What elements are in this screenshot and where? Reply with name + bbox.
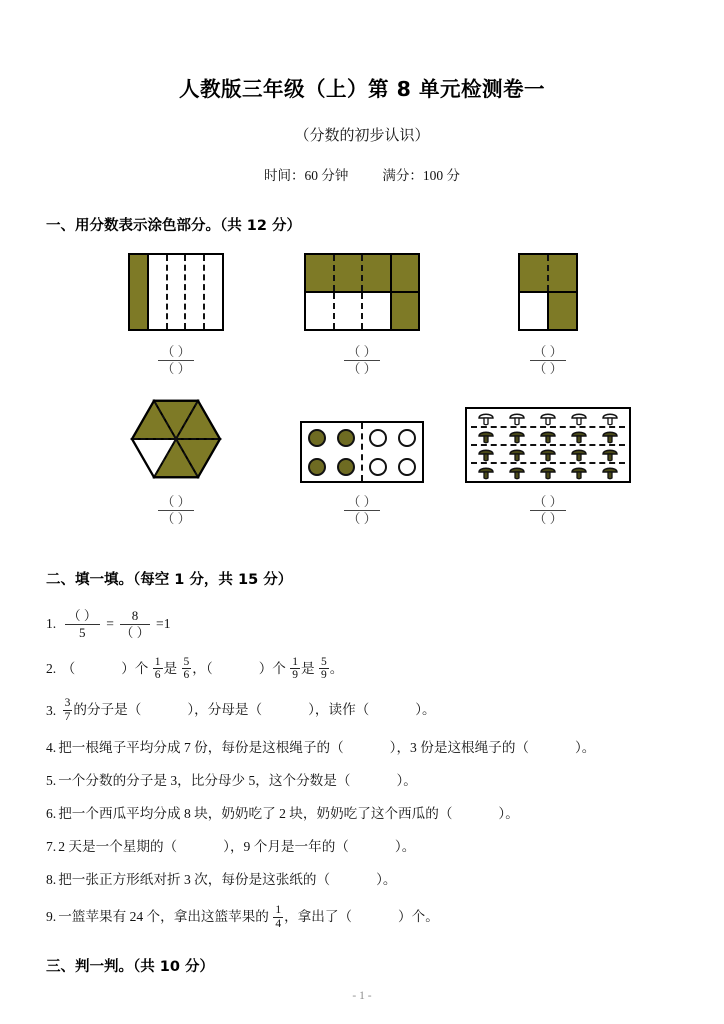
time-label: 时间：60 分钟: [264, 168, 349, 183]
fraction-one-ninth: [290, 656, 300, 682]
answer-denominator[interactable]: （ ）: [161, 360, 191, 376]
q3-text-3: ），读作（: [308, 702, 370, 718]
q3-text-4: ）。: [415, 702, 436, 718]
mushroom-icon-filled: [507, 429, 527, 444]
grid4-cell-2: [549, 255, 576, 291]
circle-filled: [308, 458, 326, 476]
numerator: 5: [321, 655, 327, 668]
answer-denominator[interactable]: （ ）: [347, 360, 377, 376]
mushroom-icon-filled: [600, 465, 620, 480]
mushroom-row-3: [471, 446, 625, 464]
answer-denominator[interactable]: （ ）: [533, 360, 563, 376]
q9-text-2: ，拿出了（: [284, 909, 353, 925]
denominator: 9: [321, 669, 327, 682]
question-9: [46, 905, 690, 931]
figure-cell-hexagon: [83, 395, 269, 525]
grid4-row-bottom: [520, 293, 576, 329]
denominator: 7: [64, 710, 71, 723]
figure-mushrooms-box: [465, 395, 631, 483]
score-label: 满分：100 分: [382, 168, 460, 183]
numerator: 1: [275, 904, 282, 917]
denominator: 4: [275, 917, 282, 930]
mushroom-icon-filled: [569, 429, 589, 444]
fraction-denominator-blank[interactable]: （ ）: [120, 625, 150, 641]
figure-cell-grid8: [269, 253, 455, 375]
section-1-heading: 一、用分数表示涂色部分。（共 12 分）: [46, 218, 302, 234]
figure-cell-mushrooms: [455, 395, 641, 525]
strip-part-4: [186, 255, 205, 329]
mushroom-icon-filled: [476, 429, 496, 444]
q4-text-2: ），3 份是这根绳子的（: [389, 740, 530, 756]
q2-text-4: ，（: [192, 660, 213, 676]
fraction-one-quarter: [273, 904, 283, 930]
figure-row-2: [0, 395, 724, 525]
equals-sign-1: =: [106, 615, 114, 631]
circles-group-icon: [300, 421, 424, 483]
mushroom-icon-filled: [600, 447, 620, 462]
q3-text-1: 的分子是（: [73, 702, 142, 718]
hexagon-six-triangles-icon: [128, 395, 224, 483]
question-number: 9.: [46, 909, 57, 925]
strip-part-3: [168, 255, 187, 329]
mushroom-icon-empty: [507, 411, 527, 426]
q2-text-1: （: [61, 660, 76, 676]
answer-numerator[interactable]: （ ）: [530, 495, 565, 511]
answer-numerator[interactable]: （ ）: [344, 495, 379, 511]
question-number: 5.: [46, 773, 57, 789]
figure-hexagon-box: [128, 395, 224, 483]
fraction-five-sixths: [182, 656, 192, 682]
q2-text-7: 。: [329, 660, 344, 676]
question-1: [46, 609, 690, 641]
fraction-three-sevenths: [63, 697, 73, 723]
square-four-cells-icon: [518, 253, 578, 331]
fraction-numerator-blank[interactable]: （ ）: [65, 609, 100, 626]
question-number: 8.: [46, 872, 57, 888]
circle-filled: [308, 429, 326, 447]
fraction-eight-over-blank[interactable]: [120, 609, 149, 641]
mushroom-icon-filled: [538, 465, 558, 480]
numerator: 3: [64, 697, 71, 710]
answer-denominator[interactable]: （ ）: [533, 510, 563, 526]
answer-fraction-4[interactable]: [158, 495, 193, 525]
figure-grid8-box: [304, 253, 420, 331]
mushroom-row-4: [471, 464, 625, 480]
figure-circles-box: [300, 395, 424, 483]
mushroom-icon-empty: [600, 411, 620, 426]
grid4-cell-1: [520, 255, 549, 291]
mushroom-icon-filled: [538, 447, 558, 462]
mushroom-icon-filled: [476, 465, 496, 480]
q2-text-2: ）个: [121, 660, 149, 676]
mushroom-row-1: [471, 410, 625, 428]
answer-numerator[interactable]: （ ）: [158, 345, 193, 361]
section-3-heading: 三、判一判。（共 10 分）: [46, 959, 215, 976]
answer-numerator[interactable]: （ ）: [530, 345, 565, 361]
question-5: [46, 773, 690, 790]
denominator: 9: [292, 669, 299, 682]
mushroom-icon-filled: [600, 429, 620, 444]
answer-fraction-6[interactable]: [530, 495, 565, 525]
grid8-cell-7: [363, 293, 392, 329]
grid8-cell-4: [392, 255, 419, 291]
q4-text-3: ）。: [575, 740, 596, 756]
grid4-row-top: [520, 255, 576, 293]
rectangle-eight-cells-icon: [304, 253, 420, 331]
question-1-result: 1: [163, 615, 171, 631]
grid8-cell-1: [306, 255, 335, 291]
strip-part-2: [149, 255, 168, 329]
grid8-cell-5: [306, 293, 335, 329]
figure-cell-grid4: [455, 253, 641, 375]
q6-text-1: 把一个西瓜平均分成 8 块，奶奶吃了 2 块，奶奶吃了这个西瓜的（: [58, 806, 453, 822]
fraction-five-ninths: [319, 656, 329, 682]
answer-denominator[interactable]: （ ）: [347, 510, 377, 526]
q5-text-1: 一个分数的分子是 3，比分母少 5，这个分数是（: [58, 773, 351, 789]
answer-fraction-1[interactable]: [158, 345, 193, 375]
grid8-cell-6: [335, 293, 364, 329]
mushroom-icon-filled: [569, 465, 589, 480]
q2-text-6: 是: [301, 660, 315, 676]
fraction-numerator: 8: [120, 609, 149, 626]
q7-text-1: 2 天是一个星期的（: [58, 839, 178, 855]
q6-text-2: ）。: [498, 806, 519, 822]
rectangle-five-strips-icon: [128, 253, 224, 331]
figure-row-1: [0, 253, 724, 375]
question-number: 4.: [46, 740, 57, 756]
question-number: 2.: [46, 660, 57, 676]
question-2: [46, 657, 690, 683]
circle-empty: [398, 458, 416, 476]
strip-part-1: [130, 255, 149, 329]
question-number: 7.: [46, 839, 57, 855]
q9-text-3: ）个。: [398, 909, 439, 925]
fraction-denominator: 5: [78, 625, 86, 641]
question-number: 3.: [46, 702, 57, 718]
denominator: 6: [154, 669, 161, 682]
mushroom-icon-empty: [476, 411, 496, 426]
grid8-cell-3: [363, 255, 392, 291]
page-title: 人教版三年级（上）第 8 单元检测卷一: [178, 77, 546, 101]
question-6: [46, 806, 690, 823]
grid4-cell-3: [520, 293, 549, 329]
q8-text-1: 把一张正方形纸对折 3 次，每份是这张纸的（: [58, 872, 331, 888]
q8-text-2: ）。: [376, 872, 397, 888]
numerator: 1: [154, 655, 161, 668]
mushrooms-group-icon: [465, 407, 631, 483]
exam-meta: [0, 145, 724, 184]
circle-empty: [398, 429, 416, 447]
q7-text-2: ），9 个月是一年的（: [223, 839, 349, 855]
circle-empty: [369, 458, 387, 476]
question-number: 6.: [46, 806, 57, 822]
mushroom-icon-empty: [538, 411, 558, 426]
grid8-cell-2: [335, 255, 364, 291]
mushroom-row-2: [471, 428, 625, 446]
answer-fraction-3[interactable]: [530, 345, 565, 375]
mushroom-icon-filled: [538, 429, 558, 444]
figure-grid4-box: [518, 253, 578, 331]
circle-empty: [369, 429, 387, 447]
mushroom-icon-filled: [507, 447, 527, 462]
answer-numerator[interactable]: （ ）: [344, 345, 379, 361]
q3-text-2: ），分母是（: [187, 702, 263, 718]
answer-fraction-5[interactable]: [344, 495, 379, 525]
page-footer: - 1 -: [352, 990, 372, 1002]
grid8-cell-8: [392, 293, 419, 329]
section-2-heading: 二、填一填。（每空 1 分，共 15 分）: [46, 571, 293, 588]
question-3: [46, 698, 690, 724]
q2-text-5: ）个: [258, 660, 286, 676]
mushroom-icon-filled: [507, 465, 527, 480]
fraction-one-sixth: [153, 656, 163, 682]
mushroom-icon-filled: [569, 447, 589, 462]
circle-filled: [337, 429, 355, 447]
circles-group-right: [363, 423, 422, 481]
circle-filled: [337, 458, 355, 476]
answer-fraction-2[interactable]: [344, 345, 379, 375]
question-number: 1.: [46, 615, 57, 631]
answer-denominator[interactable]: （ ）: [161, 510, 191, 526]
fill-in-question-list: [0, 609, 724, 931]
q9-text-1: 一篮苹果有 24 个，拿出这篮苹果的: [58, 909, 269, 925]
numerator: 5: [183, 655, 190, 668]
circles-group-left: [302, 423, 363, 481]
page-subtitle: （分数的初步认识）: [294, 126, 430, 144]
equals-sign-2: =: [156, 615, 164, 631]
figure-cell-strips: [83, 253, 269, 375]
grid8-row-bottom: [306, 293, 418, 329]
question-4: [46, 740, 690, 757]
q5-text-2: ）。: [396, 773, 417, 789]
denominator: 6: [183, 669, 190, 682]
mushroom-icon-filled: [476, 447, 496, 462]
q2-text-3: 是: [163, 660, 178, 676]
grid4-cell-4: [549, 293, 576, 329]
q4-text-1: 把一根绳子平均分成 7 份，每份是这根绳子的（: [58, 740, 344, 756]
numerator: 1: [292, 655, 299, 668]
question-8: [46, 872, 690, 889]
grid8-row-top: [306, 255, 418, 293]
answer-numerator[interactable]: （ ）: [158, 495, 193, 511]
mushroom-icon-empty: [569, 411, 589, 426]
figure-cell-circles: [269, 395, 455, 525]
strip-part-5: [205, 255, 222, 329]
figure-strips-box: [128, 253, 224, 331]
q7-text-3: ）。: [394, 839, 416, 855]
question-7: [46, 839, 690, 856]
fraction-blank-over-five[interactable]: [65, 609, 100, 641]
